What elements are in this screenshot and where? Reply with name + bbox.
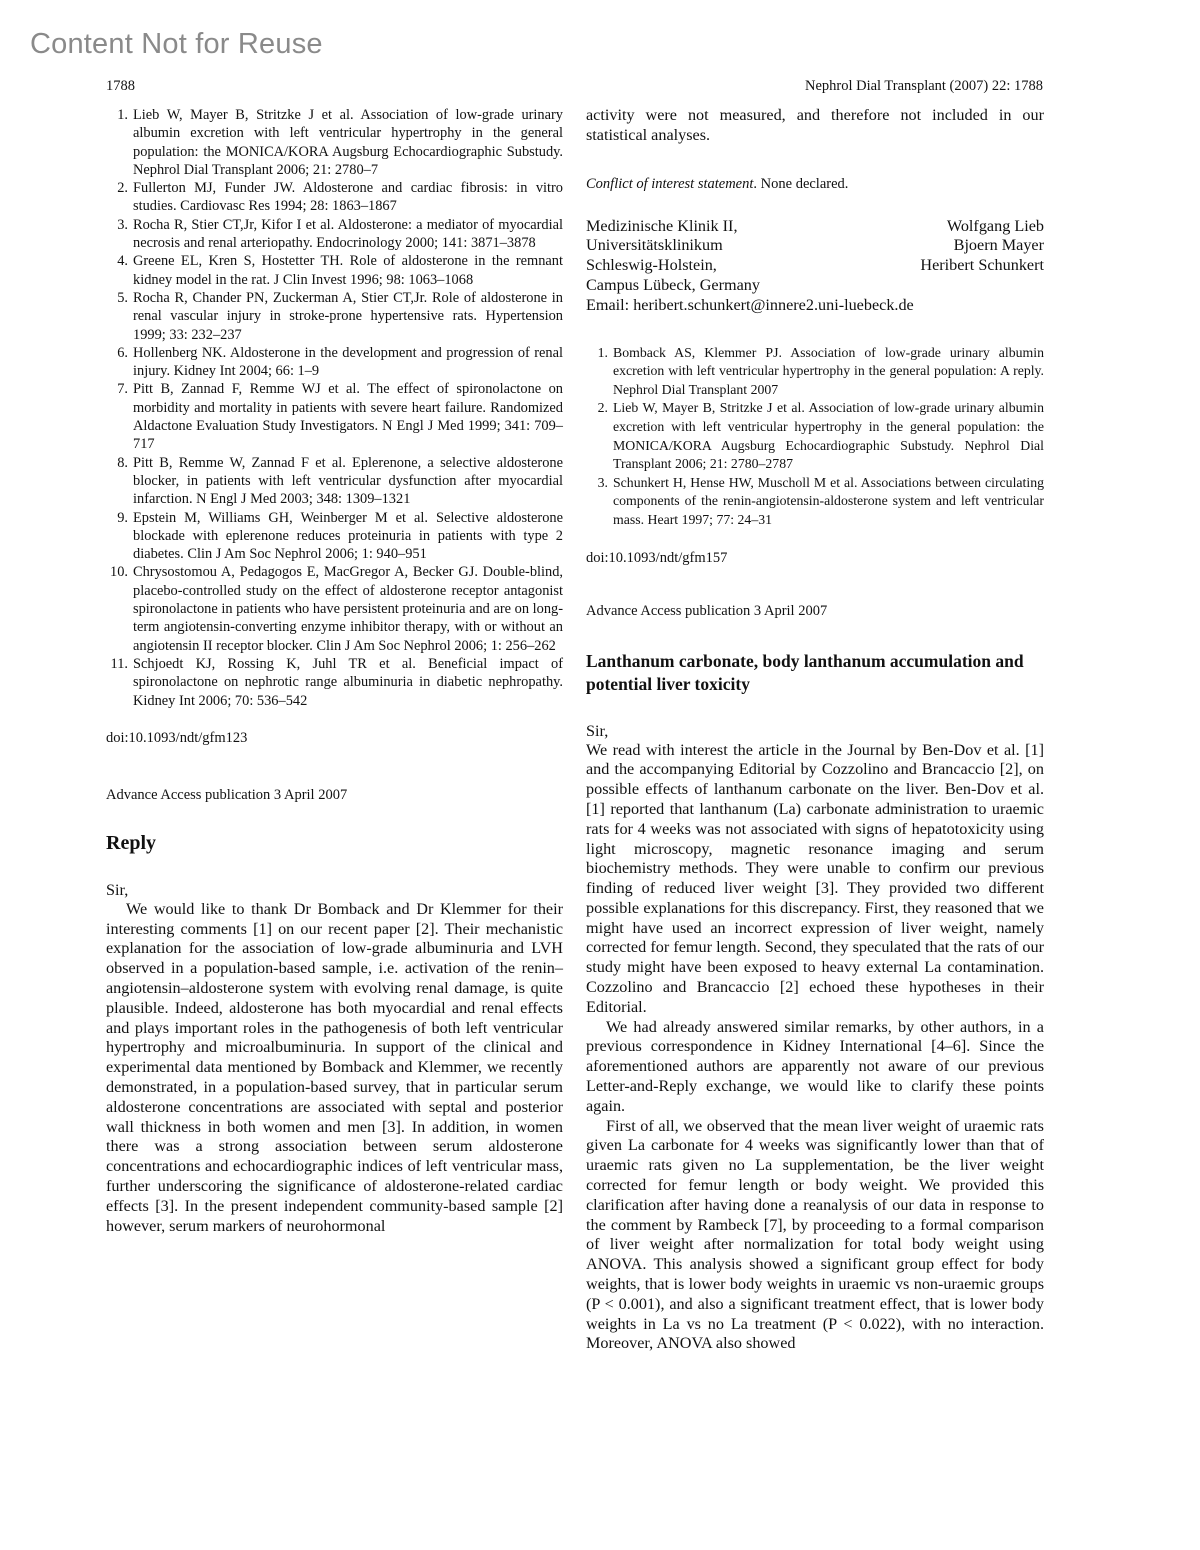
article-salutation: Sir, <box>586 721 609 740</box>
article-paragraph: We read with interest the article in the Journal by Ben-Dov et al. [1] and the accompanying Editorial by Cozzolino and Brancaccio [2], on possible effects of lanthanum carbonate on the liver. Ben-Dov et al. [1] reported that lanthanum (La) carbonate administration to uraemic rats for 4 weeks was not associated with signs of hepatotoxicity using light microscopy, magnetic resonance imaging and serum biochemistry methods. They were unable to confirm our previous finding of reduced liver weight [3]. They provided two different possible explanations for this discrepancy. First, they reasoned that we might have used an incorrect expression of liver weight, namely corrected for femur length. Second, they speculated that the rats of our study might have been exposed to heavy external La contamination. Cozzolino and Brancaccio [2] echoed these hypotheses in their Editorial. <box>586 740 1044 1016</box>
reference-number: 11. <box>110 655 128 672</box>
reference-item <box>586 399 1044 473</box>
reference-number: 3. <box>117 216 128 233</box>
reference-text: Greene EL, Kren S, Hostetter TH. Role of aldosterone in the remnant kidney model in the rat. J Clin Invest 1996; 98: 1063–1068 <box>133 253 563 288</box>
article-paragraph: We had already answered similar remarks, by other authors, in a previous correspondence in Kidney International [4–6]. Since the aforementioned authors are apparently not aware of our previous Letter-and-Reply exchange, we would like to clarify these points again. <box>586 1017 1044 1115</box>
reference-item <box>106 563 563 654</box>
right-advance-access: Advance Access publication 3 April 2007 <box>586 602 828 619</box>
author-email: Email: heribert.schunkert@innere2.uni-luebeck.de <box>586 295 914 314</box>
reference-text: Epstein M, Williams GH, Weinberger M et al. Selective aldosterone blockade with eplerenone reduces proteinuria in patients with type 2 diabetes. Clin J Am Soc Nephrol 2006; 1: 940–951 <box>133 509 563 563</box>
reference-number: 3. <box>597 474 608 490</box>
watermark: Content Not for Reuse <box>30 28 323 60</box>
reference-number: 6. <box>117 344 128 361</box>
conflict-text: . None declared. <box>753 175 849 192</box>
left-advance-access: Advance Access publication 3 April 2007 <box>106 786 348 803</box>
affiliation-block <box>586 217 1044 316</box>
affiliation-line: Universitätsklinikum <box>586 236 723 255</box>
reply-salutation: Sir, <box>106 880 129 899</box>
author-name: Bjoern Mayer <box>953 236 1044 255</box>
reference-item <box>106 380 563 453</box>
reference-text: Rocha R, Chander PN, Zuckerman A, Stier CT,Jr. Role of aldosterone in renal vascular injury in stroke-prone hypertensive rats. Hypertension 1999; 33: 232–237 <box>133 289 563 343</box>
conflict-statement <box>586 176 1044 193</box>
reference-text: Pitt B, Remme W, Zannad F et al. Eplerenone, a selective aldosterone blocker, in patients with left ventricular dysfunction after myocardial infarction. N Engl J Med 2003; 348: 1309–1321 <box>133 454 563 508</box>
reference-text: Hollenberg NK. Aldosterone in the development and progression of renal injury. Kidney Int 2004; 66: 1–9 <box>133 344 563 380</box>
reference-text: Rocha R, Stier CT,Jr, Kifor I et al. Aldosterone: a mediator of myocardial necrosis and renal arteriopathy. Endocrinology 2000; 141: 3871–3878 <box>133 216 563 252</box>
reference-item <box>586 344 1044 400</box>
conflict-label: Conflict of interest statement <box>586 175 754 192</box>
affiliation-line: Schleswig-Holstein, <box>586 256 717 275</box>
article-paragraph: First of all, we observed that the mean liver weight of uraemic rats given La carbonate for 4 weeks was significantly lower than that of uraemic rats given no La supplementation, be the liver weight corrected for femur length or body weight. We provided this clarification after having done a reanalysis of our data in response to the comment by Rambeck [7], by proceeding to a formal comparison of liver weight after normalization for total body weight using ANOVA. This analysis showed a significant group effect for body weights, that is lower body weights in uraemic vs non-uraemic groups (P < 0.001), and also a significant treatment effect, that is lower body weights in La vs no La treatment (P < 0.022), with no interaction. Moreover, ANOVA also showed <box>586 1116 1044 1353</box>
reference-number: 2. <box>117 180 128 197</box>
reference-text: Schjoedt KJ, Rossing K, Juhl TR et al. Beneficial impact of spironolactone on nephrotic range albuminuria in diabetic nephropathy. Kidney Int 2006; 70: 536–542 <box>133 655 563 709</box>
reference-item <box>106 179 563 216</box>
reference-number: 1. <box>597 344 608 360</box>
reference-text: Lieb W, Mayer B, Stritzke J et al. Association of low-grade urinary albumin excretion with left ventricular hypertrophy in the general population: the MONICA/KORA Augsburg Echocardiographic Substudy. Nephrol Dial Transplant 2006; 21: 2780–2787 <box>613 400 1044 472</box>
left-doi: doi:10.1093/ndt/gfm123 <box>106 729 248 746</box>
reference-number: 4. <box>117 253 128 270</box>
article-title: Lanthanum carbonate, body lanthanum accumulation and potential liver toxicity <box>586 650 1024 694</box>
reference-item <box>106 289 563 344</box>
reference-number: 10. <box>110 564 128 581</box>
reference-item <box>106 655 563 710</box>
reference-number: 5. <box>117 289 128 306</box>
reply-continuation: activity were not measured, and therefore not included in our statistical analyses. <box>586 106 1044 144</box>
reference-number: 7. <box>117 381 128 398</box>
reference-item <box>106 216 563 253</box>
reply-body: We would like to thank Dr Bomback and Dr Klemmer for their interesting comments [1] on our recent paper [2]. Their mechanistic explanation for the association of low-grade albuminuria and LVH observed in a population-based sample, i.e. activation of the renin–angiotensin–aldosterone system with evolving renal damage, is quite plausible. Indeed, aldosterone has both myocardial and renal effects and plays important roles in the pathogenesis of both left ventricular hypertrophy and microalbuminuria. In support of the clinical and experimental data mentioned by Bomback and Klemmer, we recently demonstrated, in a population-based survey, that in particular serum aldosterone concentrations are associated with septal and posterior wall thickness in both women and men [3]. In addition, in women there was a strong association between serum aldosterone concentrations and echocardiographic indices of left ventricular mass, further underscoring the significance of aldosterone-related cardiac effects [3]. In the present independent community-based sample [2] however, serum markers of neurohormonal <box>106 899 563 1235</box>
reference-number: 9. <box>117 509 128 526</box>
author-name: Heribert Schunkert <box>920 256 1044 275</box>
right-doi: doi:10.1093/ndt/gfm157 <box>586 549 728 566</box>
reference-item <box>106 106 563 179</box>
reference-text: Bomback AS, Klemmer PJ. Association of low-grade urinary albumin excretion with left ventricular hypertrophy in the general population: A reply. Nephrol Dial Transplant 2007 <box>613 344 1044 397</box>
reply-heading: Reply <box>106 831 156 854</box>
reference-text: Pitt B, Zannad F, Remme WJ et al. The effect of spironolactone on morbidity and mortality in patients with severe heart failure. Randomized Aldactone Evaluation Study Investigators. N Engl J Med 1999; 341: 709–717 <box>133 381 563 453</box>
left-reference-list <box>106 106 563 710</box>
right-column <box>586 106 1044 1354</box>
page-number: 1788 <box>106 78 135 94</box>
reference-number: 8. <box>117 454 128 471</box>
right-reference-list <box>586 344 1044 530</box>
reference-item <box>106 252 563 289</box>
reference-item <box>586 474 1044 530</box>
reference-text: Chrysostomou A, Pedagogos E, MacGregor A, Becker GJ. Double-blind, placebo-controlled study on the effect of aldosterone receptor antagonist spironolactone in patients who have persistent proteinuria and are on long-term angiotensin-converting enzyme inhibitor therapy, with or without an angiotensin II receptor blocker. Clin J Am Soc Nephrol 2006; 1: 256–262 <box>133 564 563 654</box>
reference-number: 2. <box>597 400 608 416</box>
reference-number: 1. <box>117 107 128 123</box>
journal-citation: Nephrol Dial Transplant (2007) 22: 1788 <box>804 78 1043 94</box>
reference-text: Fullerton MJ, Funder JW. Aldosterone and cardiac fibrosis: in vitro studies. Cardiovasc Res 1994; 28: 1863–1867 <box>133 180 563 215</box>
reference-text: Schunkert H, Hense HW, Muscholl M et al. Associations between circulating components of the renin-angiotensin-aldosterone system and left ventricular mass. Heart 1997; 77: 24–31 <box>613 474 1044 527</box>
left-column <box>106 106 563 1236</box>
reference-item <box>106 454 563 509</box>
author-name: Wolfgang Lieb <box>946 216 1044 235</box>
affiliation-line: Medizinische Klinik II, <box>586 216 738 235</box>
reference-item <box>106 344 563 381</box>
affiliation-line: Campus Lübeck, Germany <box>586 275 760 294</box>
reference-text: Lieb W, Mayer B, Stritzke J et al. Association of low-grade urinary albumin excretion with left ventricular hypertrophy in the general population: the MONICA/KORA Augsburg Echocardiographic Substudy. Nephrol Dial Transplant 2006; 21: 2780–7 <box>133 107 563 178</box>
reference-item <box>106 509 563 564</box>
